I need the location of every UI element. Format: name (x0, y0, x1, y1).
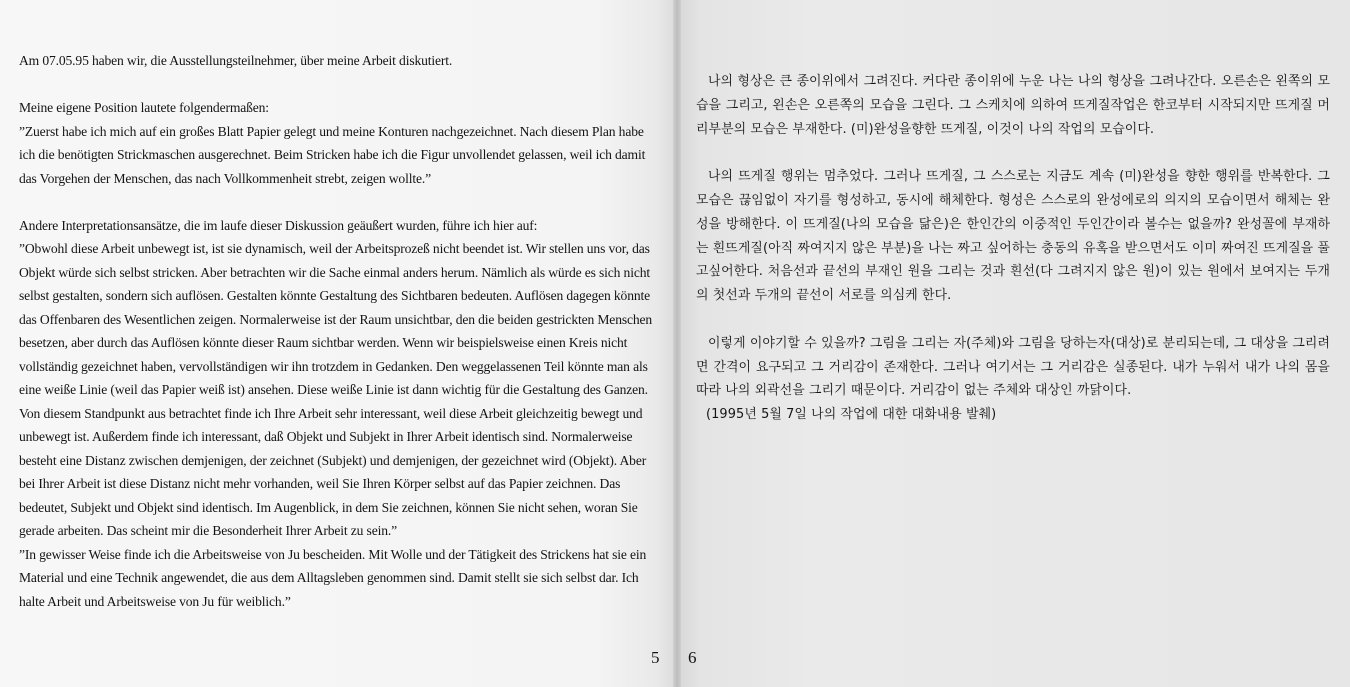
paragraph-other-interpretations: Andere Interpretationsansätze, die im laufe dieser Diskussion geäußert wurden, führe ich hier auf: (19, 217, 538, 233)
paragraph-own-position: Meine eigene Position lautete folgendermaßen: (19, 100, 269, 115)
page-number-right: 6 (688, 648, 697, 667)
paragraph-date: Am 07.05.95 haben wir, die Ausstellungsteilnehmer, über meine Arbeit diskutiert. (19, 53, 453, 68)
excerpt-note: (1995년 5월 7일 나의 작업에 대한 대화내용 발췌) (706, 407, 997, 423)
paragraph-korean-2: 나의 뜨게질 행위는 멈추었다. 그러나 뜨게질, 그 스스로는 지금도 계속 (미)완성을 향한 행위를 반복한다. 그 모습은 끊임없이 자기를 형성하고, 동시에 해체한다. 형성은 스스로의 완성에로의 의지의 모습이면서 해체는 완성을 방해한다. 이 뜨게질(나의 모습을 닮은)은 한인간의 이중적인 두인간이라 볼수는 없을까? 완성꼴에 부재하는 흰뜨게질(아직 짜여지지 않은 부분)을 나는 짜고 싶어하는 충동의 유혹을 받으면서도 이미 짜여진 뜨게질을 풀고싶어한다. 처음선과 끝선의 부재인 원을 그리는 것과 흰선(다 그려지지 않은 원)이 있는 원에서 보여지는 두개의 첫선과 두개의 끝선이 서로를 의심케 한다. (696, 169, 1330, 304)
paragraph-korean-1: 나의 형상은 큰 종이위에서 그려진다. 커다란 종이위에 누운 나는 나의 형상을 그려나간다. 오른손은 왼쪽의 모습을 그리고, 왼손은 오른쪽의 모습을 그린다. 그 스케치에 의하여 뜨게질작업은 한코부터 시작되지만 뜨게질 머리부분의 모습은 부재한다. (미)완성을향한 뜨게질, 이것이 나의 작업의 모습이다. (696, 74, 1330, 137)
paragraph-korean-3: 이렇게 이야기할 수 있을까? 그림을 그리는 자(주체)와 그림을 당하는자(대상)로 분리되는데, 그 대상을 그리려면 간격이 요구되고 그 거리감이 존재한다. 그러나 여기서는 그 거리감은 실종된다. 내가 누워서 내가 나의 몸을 따라 나의 외곽선을 그리기 때문이다. 거리감이 없는 주체와 대상인 까닭이다. (696, 335, 1330, 399)
page-number-left: 5 (651, 648, 660, 667)
left-page-text (19, 49, 661, 613)
paragraph-quote-artist: ”Zuerst habe ich mich auf ein großes Blatt Papier gelegt und meine Konturen nachgezeichnet. Nach diesem Plan habe ich die benötigten Strickmaschen ausgerechnet. Beim Stricken habe ich die Figur unvollendet gelassen, weil ich damit das Vorgehen der Menschen, das nach Vollkommenheit strebt, zeigen wollte.” (19, 123, 646, 186)
paragraph-quote-discussion: ”Obwohl diese Arbeit unbewegt ist, ist sie dynamisch, weil der Arbeitsprozeß nicht beendet ist. Wir stellen uns vor, das Objekt würde sich selbst stricken. Aber betrachten wir die Sache einmal anders herum. Nämlich als würde es sich nicht selbst gestalten, sondern sich auflösen. Gestalten könnte Gestaltung des Sichtbaren bedeuten. Auflösen dagegen könnte das Offenbaren des Wesentlichen zeigen. Normalerweise ist der Raum unsichtbar, den die beiden gestrickten Menschen besetzen, aber durch das Auflösen könnte dieser Raum sichtbar werden. Wenn wir beispielsweise einen Kreis nicht vollständig gezeichnet haben, vervollständigen wir ihn trotzdem in Gedanken. Den weggelassenen Teil könnte man als eine weiße Linie (weil das Papier weiß ist) ansehen. Diese weiße Linie ist dann wichtig für die Gestaltung des Ganzen. Von diesem Standpunkt aus betrachtet finde ich Ihre Arbeit sehr interessant, weil diese Arbeit gleichzeitig bewegt und unbewegt ist. Außerdem finde ich interessant, daß Objekt und Subjekt in Ihrer Arbeit identisch sind. Normalerweise besteht eine Distanz zwischen demjenigen, der zeichnet (Subjekt) und demjenigen, der gezeichnet wird (Objekt). Aber bei Ihrer Arbeit ist diese Distanz nicht mehr vorhanden, weil Sie Ihren Körper selbst auf das Papier zeichnen. Das bedeutet, Subjekt und Objekt sind identisch. Im Augenblick, in dem Sie zeichnen, können Sie nicht sehen, woran Sie gerade arbeiten. Das scheint mir die Besonderheit Ihrer Arbeit zu sein.” (19, 241, 653, 538)
right-page-text (696, 70, 1330, 427)
book-gutter (673, 0, 681, 687)
paragraph-quote-feminine: ”In gewisser Weise finde ich die Arbeitsweise von Ju bescheiden. Mit Wolle und der Tätigkeit des Strickens hat sie ein Material und eine Technik angewendet, die aus dem Alltagsleben genommen sind. Damit stellt sie sich selbst dar. Ich halte Arbeit und Arbeitsweise von Ju für weiblich.” (19, 546, 647, 609)
